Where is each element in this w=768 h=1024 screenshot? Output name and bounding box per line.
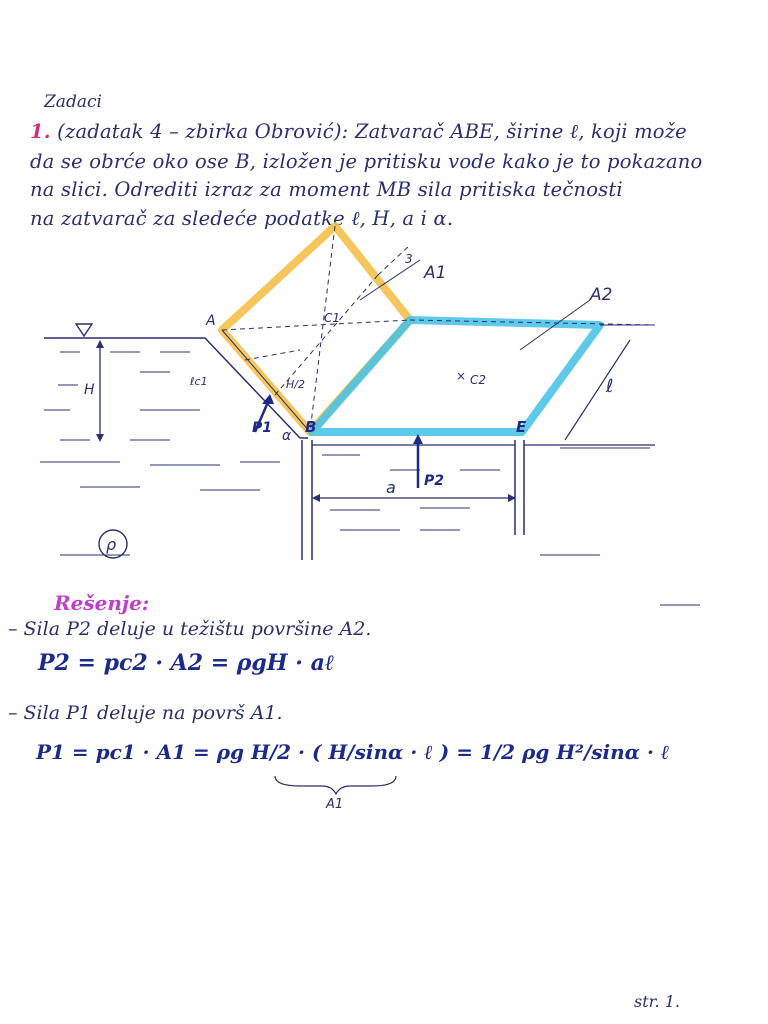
label-h: H — [84, 382, 95, 398]
formula-p1: P1 = pc1 · A1 = ρg H/2 · ( H/sinα · ℓ ) = 1/2 ρg H²/sinα · ℓ — [36, 740, 670, 764]
underbrace — [275, 776, 396, 794]
solution-title: Rešenje: — [54, 591, 150, 615]
h-arrow-bottom — [96, 434, 104, 442]
label-p1: P1 — [252, 420, 273, 436]
label-rho: ρ — [106, 535, 117, 554]
problem-line-3: na slici. Odrediti izraz za moment MB sila pritiska tečnosti — [30, 178, 623, 201]
label-a: a — [386, 478, 396, 497]
water-level-triangle — [76, 324, 92, 336]
solution-line-1: – Sila P2 deluje u težištu površine A2. — [8, 618, 372, 640]
heading: Zadaci — [44, 92, 102, 112]
formula-p2: P2 = pc2 · A2 = ρgH · aℓ — [38, 650, 335, 676]
label-alpha: α — [282, 428, 292, 444]
label-three: 3 — [405, 252, 413, 266]
label-point-b: B — [305, 418, 317, 436]
label-l: ℓ — [606, 376, 614, 397]
problem-text-1: (zadatak 4 – zbirka Obrović): Zatvarač ABE, širine ℓ, koji može — [57, 120, 687, 143]
label-yc1: ℓc1 — [190, 375, 208, 388]
label-c2: C2 — [470, 373, 487, 387]
label-a1: A1 — [424, 263, 447, 283]
page-number: str. 1. — [634, 992, 680, 1011]
label-half-h: H/2 — [286, 378, 305, 391]
label-underbrace-a1: A1 — [326, 797, 344, 812]
problem-line-4: na zatvarač za sledeće podatke ℓ, H, a i α. — [30, 207, 454, 230]
label-point-e: E — [516, 418, 527, 436]
label-a2: A2 — [590, 285, 613, 305]
label-point-a: A — [206, 313, 216, 329]
water-hatching — [40, 352, 700, 605]
h-arrow-top — [96, 340, 104, 348]
c2-marker: × — [456, 369, 467, 383]
solution-line-2: – Sila P1 deluje na površ A1. — [8, 702, 283, 724]
problem-line-2: da se obrće oko ose B, izložen je pritisku vode kako je to pokazano — [30, 150, 703, 173]
problem-number: 1. — [30, 120, 51, 143]
label-c1: C1 — [324, 311, 341, 325]
label-p2: P2 — [424, 473, 445, 489]
